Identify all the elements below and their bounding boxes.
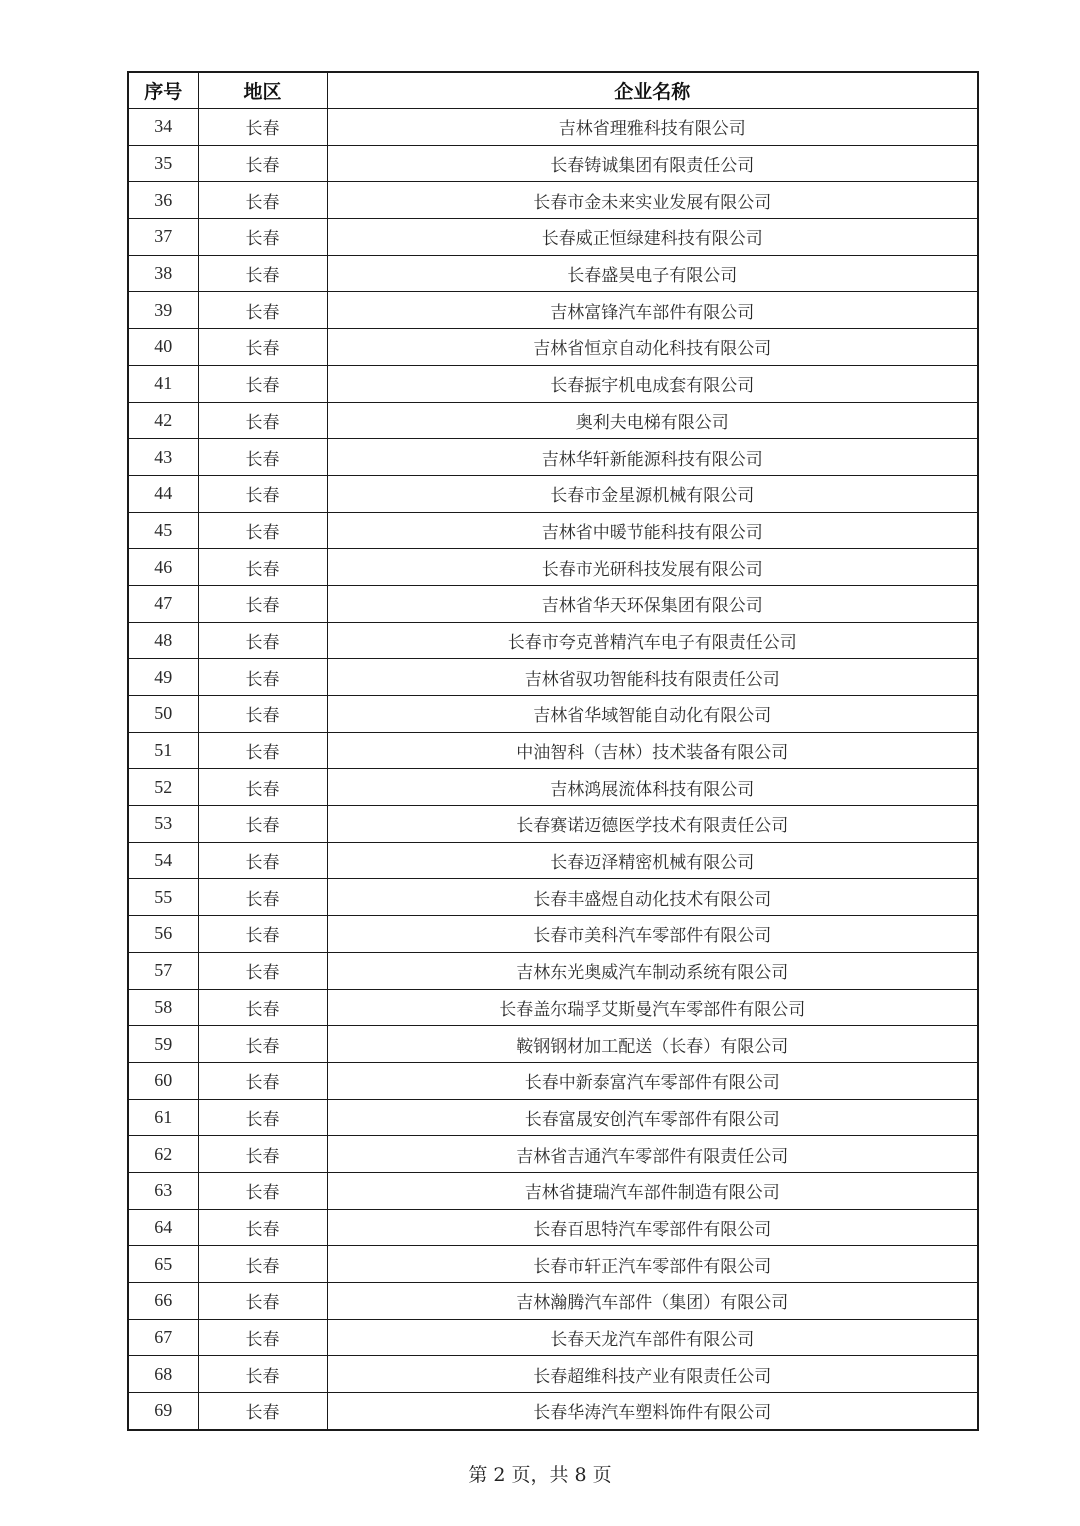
table-row bbox=[128, 1099, 978, 1136]
company-name-cell: 吉林省理雅科技有限公司 bbox=[327, 109, 978, 146]
company-name-cell: 中油智科（吉林）技术装备有限公司 bbox=[327, 732, 978, 769]
table-row bbox=[128, 1026, 978, 1063]
table-row bbox=[128, 402, 978, 439]
seq-cell: 55 bbox=[128, 879, 198, 916]
seq-cell: 41 bbox=[128, 365, 198, 402]
table-row bbox=[128, 1136, 978, 1173]
company-name-cell: 吉林省驭功智能科技有限责任公司 bbox=[327, 659, 978, 696]
table-row bbox=[128, 659, 978, 696]
region-cell: 长春 bbox=[198, 622, 327, 659]
region-cell: 长春 bbox=[198, 1099, 327, 1136]
seq-cell: 42 bbox=[128, 402, 198, 439]
table-row bbox=[128, 622, 978, 659]
table-row bbox=[128, 989, 978, 1026]
region-cell: 长春 bbox=[198, 1209, 327, 1246]
seq-cell: 45 bbox=[128, 512, 198, 549]
seq-cell: 61 bbox=[128, 1099, 198, 1136]
table-header bbox=[128, 72, 978, 109]
seq-cell: 60 bbox=[128, 1062, 198, 1099]
region-cell: 长春 bbox=[198, 989, 327, 1026]
region-cell: 长春 bbox=[198, 696, 327, 733]
company-name-cell: 奥利夫电梯有限公司 bbox=[327, 402, 978, 439]
region-cell: 长春 bbox=[198, 292, 327, 329]
region-cell: 长春 bbox=[198, 1026, 327, 1063]
company-name-cell: 吉林东光奥威汽车制动系统有限公司 bbox=[327, 952, 978, 989]
region-cell: 长春 bbox=[198, 1283, 327, 1320]
region-cell: 长春 bbox=[198, 255, 327, 292]
company-name-cell: 吉林富锋汽车部件有限公司 bbox=[327, 292, 978, 329]
company-name-cell: 长春振宇机电成套有限公司 bbox=[327, 365, 978, 402]
seq-cell: 67 bbox=[128, 1319, 198, 1356]
table-row bbox=[128, 696, 978, 733]
region-cell: 长春 bbox=[198, 1246, 327, 1283]
seq-cell: 66 bbox=[128, 1283, 198, 1320]
table-row bbox=[128, 329, 978, 366]
table-row bbox=[128, 879, 978, 916]
company-name-cell: 长春市美科汽车零部件有限公司 bbox=[327, 916, 978, 953]
seq-cell: 62 bbox=[128, 1136, 198, 1173]
region-cell: 长春 bbox=[198, 806, 327, 843]
company-name-cell: 吉林省华域智能自动化有限公司 bbox=[327, 696, 978, 733]
company-name-cell: 长春中新泰富汽车零部件有限公司 bbox=[327, 1062, 978, 1099]
header-row bbox=[128, 72, 978, 109]
seq-cell: 36 bbox=[128, 182, 198, 219]
seq-cell: 38 bbox=[128, 255, 198, 292]
region-cell: 长春 bbox=[198, 329, 327, 366]
table-row bbox=[128, 145, 978, 182]
region-cell: 长春 bbox=[198, 769, 327, 806]
table-row bbox=[128, 109, 978, 146]
company-name-cell: 长春丰盛煜自动化技术有限公司 bbox=[327, 879, 978, 916]
seq-cell: 50 bbox=[128, 696, 198, 733]
seq-cell: 65 bbox=[128, 1246, 198, 1283]
table-row bbox=[128, 1246, 978, 1283]
company-name-cell: 吉林华轩新能源科技有限公司 bbox=[327, 439, 978, 476]
table-row bbox=[128, 255, 978, 292]
table-row bbox=[128, 585, 978, 622]
seq-cell: 64 bbox=[128, 1209, 198, 1246]
company-name-cell: 长春富晟安创汽车零部件有限公司 bbox=[327, 1099, 978, 1136]
table-row bbox=[128, 952, 978, 989]
region-cell: 长春 bbox=[198, 365, 327, 402]
region-cell: 长春 bbox=[198, 879, 327, 916]
company-name-cell: 长春市金未来实业发展有限公司 bbox=[327, 182, 978, 219]
seq-cell: 52 bbox=[128, 769, 198, 806]
company-name-cell: 吉林鸿展流体科技有限公司 bbox=[327, 769, 978, 806]
region-cell: 长春 bbox=[198, 916, 327, 953]
region-cell: 长春 bbox=[198, 952, 327, 989]
table-row bbox=[128, 512, 978, 549]
header-region: 地区 bbox=[198, 72, 327, 109]
table-row bbox=[128, 1062, 978, 1099]
region-cell: 长春 bbox=[198, 659, 327, 696]
company-name-cell: 长春百思特汽车零部件有限公司 bbox=[327, 1209, 978, 1246]
company-name-cell: 吉林省中暖节能科技有限公司 bbox=[327, 512, 978, 549]
company-name-cell: 长春迈泽精密机械有限公司 bbox=[327, 842, 978, 879]
seq-cell: 44 bbox=[128, 475, 198, 512]
company-name-cell: 长春市轩正汽车零部件有限公司 bbox=[327, 1246, 978, 1283]
seq-cell: 35 bbox=[128, 145, 198, 182]
company-name-cell: 长春超维科技产业有限责任公司 bbox=[327, 1356, 978, 1393]
table-row bbox=[128, 1393, 978, 1430]
region-cell: 长春 bbox=[198, 512, 327, 549]
company-name-cell: 长春盛昊电子有限公司 bbox=[327, 255, 978, 292]
region-cell: 长春 bbox=[198, 549, 327, 586]
company-name-cell: 长春天龙汽车部件有限公司 bbox=[327, 1319, 978, 1356]
seq-cell: 68 bbox=[128, 1356, 198, 1393]
region-cell: 长春 bbox=[198, 1393, 327, 1430]
table-row bbox=[128, 1283, 978, 1320]
table-row bbox=[128, 1319, 978, 1356]
region-cell: 长春 bbox=[198, 182, 327, 219]
table-body bbox=[128, 109, 978, 1430]
company-name-cell: 吉林省吉通汽车零部件有限责任公司 bbox=[327, 1136, 978, 1173]
region-cell: 长春 bbox=[198, 1172, 327, 1209]
table-row bbox=[128, 1209, 978, 1246]
company-name-cell: 长春赛诺迈德医学技术有限责任公司 bbox=[327, 806, 978, 843]
company-name-cell: 长春市金星源机械有限公司 bbox=[327, 475, 978, 512]
region-cell: 长春 bbox=[198, 219, 327, 256]
region-cell: 长春 bbox=[198, 1319, 327, 1356]
company-name-cell: 鞍钢钢材加工配送（长春）有限公司 bbox=[327, 1026, 978, 1063]
seq-cell: 59 bbox=[128, 1026, 198, 1063]
table-row bbox=[128, 365, 978, 402]
region-cell: 长春 bbox=[198, 1062, 327, 1099]
seq-cell: 49 bbox=[128, 659, 198, 696]
company-name-cell: 吉林瀚腾汽车部件（集团）有限公司 bbox=[327, 1283, 978, 1320]
seq-cell: 56 bbox=[128, 916, 198, 953]
region-cell: 长春 bbox=[198, 475, 327, 512]
table-row bbox=[128, 1356, 978, 1393]
company-name-cell: 长春市夸克普精汽车电子有限责任公司 bbox=[327, 622, 978, 659]
table-row bbox=[128, 219, 978, 256]
seq-cell: 58 bbox=[128, 989, 198, 1026]
seq-cell: 53 bbox=[128, 806, 198, 843]
seq-cell: 34 bbox=[128, 109, 198, 146]
table-row bbox=[128, 549, 978, 586]
page-number: 第 2 页，共 8 页 bbox=[468, 1464, 612, 1486]
company-name-cell: 长春市光研科技发展有限公司 bbox=[327, 549, 978, 586]
company-name-cell: 吉林省恒京自动化科技有限公司 bbox=[327, 329, 978, 366]
region-cell: 长春 bbox=[198, 1136, 327, 1173]
header-seq: 序号 bbox=[128, 72, 198, 109]
region-cell: 长春 bbox=[198, 1356, 327, 1393]
seq-cell: 63 bbox=[128, 1172, 198, 1209]
table-row bbox=[128, 732, 978, 769]
seq-cell: 46 bbox=[128, 549, 198, 586]
region-cell: 长春 bbox=[198, 585, 327, 622]
seq-cell: 37 bbox=[128, 219, 198, 256]
company-name-cell: 长春铸诚集团有限责任公司 bbox=[327, 145, 978, 182]
table-row bbox=[128, 806, 978, 843]
seq-cell: 57 bbox=[128, 952, 198, 989]
company-table bbox=[127, 71, 979, 1431]
company-name-cell: 长春威正恒绿建科技有限公司 bbox=[327, 219, 978, 256]
seq-cell: 69 bbox=[128, 1393, 198, 1430]
seq-cell: 47 bbox=[128, 585, 198, 622]
company-name-cell: 长春华涛汽车塑料饰件有限公司 bbox=[327, 1393, 978, 1430]
region-cell: 长春 bbox=[198, 109, 327, 146]
table-row bbox=[128, 769, 978, 806]
seq-cell: 51 bbox=[128, 732, 198, 769]
table-row bbox=[128, 842, 978, 879]
table-row bbox=[128, 475, 978, 512]
table-row bbox=[128, 916, 978, 953]
region-cell: 长春 bbox=[198, 439, 327, 476]
region-cell: 长春 bbox=[198, 732, 327, 769]
table-row bbox=[128, 292, 978, 329]
table-row bbox=[128, 439, 978, 476]
seq-cell: 43 bbox=[128, 439, 198, 476]
company-name-cell: 吉林省捷瑞汽车部件制造有限公司 bbox=[327, 1172, 978, 1209]
region-cell: 长春 bbox=[198, 145, 327, 182]
company-name-cell: 吉林省华天环保集团有限公司 bbox=[327, 585, 978, 622]
seq-cell: 39 bbox=[128, 292, 198, 329]
seq-cell: 48 bbox=[128, 622, 198, 659]
region-cell: 长春 bbox=[198, 402, 327, 439]
header-company-name: 企业名称 bbox=[327, 72, 978, 109]
table-row bbox=[128, 1172, 978, 1209]
table-row bbox=[128, 182, 978, 219]
seq-cell: 40 bbox=[128, 329, 198, 366]
seq-cell: 54 bbox=[128, 842, 198, 879]
region-cell: 长春 bbox=[198, 842, 327, 879]
company-name-cell: 长春盖尔瑞孚艾斯曼汽车零部件有限公司 bbox=[327, 989, 978, 1026]
